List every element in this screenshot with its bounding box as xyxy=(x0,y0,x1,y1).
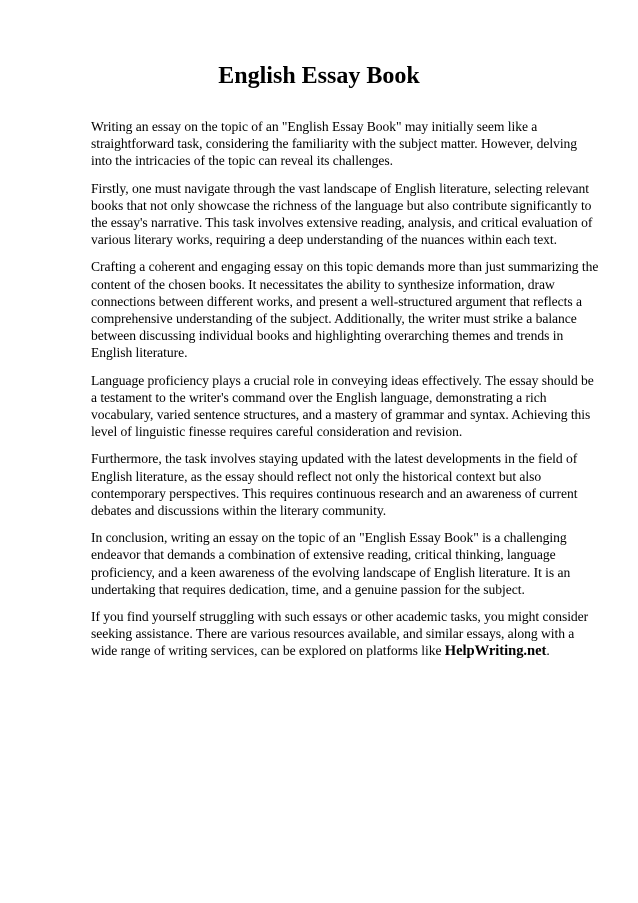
helpwriting-link[interactable]: HelpWriting.net xyxy=(444,643,547,660)
paragraph-intro: Writing an essay on the topic of an "English Essay Book" may initially seem like a straightforward task, considering the familiarity with the subject matter. However, delving into the intricacies of the topic can reveal its challenges. xyxy=(91,119,578,169)
closing-suffix: . xyxy=(546,643,550,659)
paragraph-firstly: Firstly, one must navigate through the vast landscape of English literature, selecting relevant books that not only showcase the richness of the language but also contribute significantly to the essay's narrative. This task involves extensive reading, analysis, and critical evaluation of various literary works, requiring a deep understanding of the nuances within each text. xyxy=(91,180,593,248)
paragraph-crafting: Crafting a coherent and engaging essay on this topic demands more than just summarizing the content of the chosen books. It necessitates the ability to synthesize information, draw connections between different works, and present a well-structured argument that reflects a comprehensive understanding of the subject. Additionally, the writer must strike a balance between discussing individual books and highlighting overarching themes and trends in English literature. xyxy=(91,259,599,361)
essay-body xyxy=(91,118,599,671)
page-title: English Essay Book xyxy=(218,63,420,89)
paragraph-conclusion: In conclusion, writing an essay on the topic of an "English Essay Book" is a challenging endeavor that demands a combination of extensive reading, critical thinking, language proficiency, and a keen awareness of the evolving landscape of English literature. It is an undertaking that requires dedication, time, and a genuine passion for the subject. xyxy=(91,530,571,597)
paragraph-language: Language proficiency plays a crucial role in conveying ideas effectively. The essay should be a testament to the writer's command over the English language, demonstrating a rich vocabulary, varied sentence structures, and a mastery of grammar and syntax. Achieving this level of linguistic finesse requires careful consideration and revision. xyxy=(91,372,594,440)
paragraph-furthermore: Furthermore, the task involves staying updated with the latest developments in the field of English literature, as the essay should reflect not only the historical context but also contemporary perspectives. This requires continuous research and an awareness of current debates and discussions within the literary community. xyxy=(91,451,578,519)
paragraph-closing xyxy=(91,608,599,661)
closing-text: If you find yourself struggling with such essays or other academic tasks, you might consider seeking assistance. There are various resources available, and similar essays, along with a wide range of writing services, can be explored on platforms like xyxy=(91,609,589,659)
